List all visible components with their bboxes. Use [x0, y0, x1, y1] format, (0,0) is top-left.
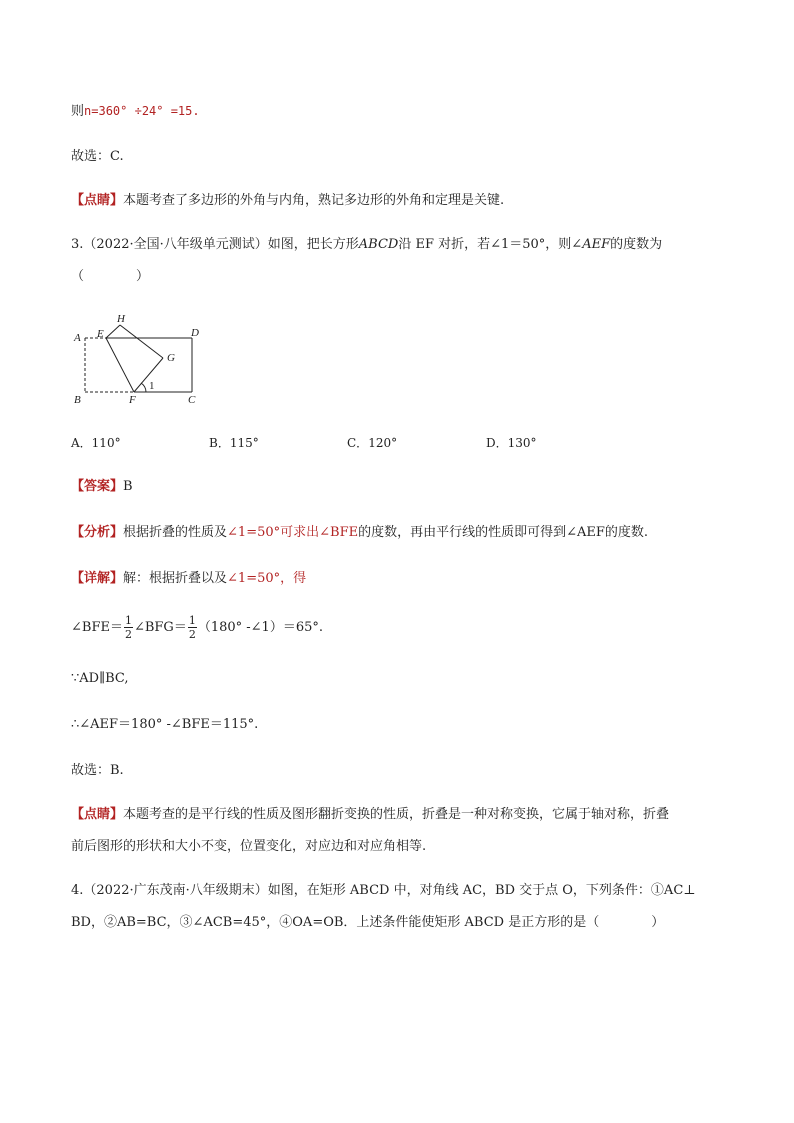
q3-stem-blank	[71, 268, 149, 286]
fig-line-eh	[106, 325, 120, 338]
q3-analysis-e: 的度数.	[604, 525, 649, 540]
q3-option-c	[347, 434, 397, 451]
q3-choice-text: 故选：B.	[71, 763, 124, 778]
fig-label-e: E	[97, 328, 104, 340]
q3-option-a-letter: A．	[71, 436, 92, 450]
q2-comment-tag: 【点睛】	[71, 193, 124, 208]
q3-option-d	[486, 434, 537, 451]
q3-option-a	[71, 434, 121, 451]
q3-therefore-text: ∴∠AEF＝180° -∠BFE＝115°.	[71, 717, 259, 732]
fig-label-h: H	[117, 313, 125, 325]
q3-frac-1-den: 2	[124, 628, 132, 641]
q3-comment-line1	[71, 806, 669, 824]
q3-because	[71, 670, 129, 688]
q3-option-d-letter: D．	[486, 436, 508, 450]
q3-stem-lead: 3.（2022·全国·八年级单元测试）如图，把长方形	[71, 237, 359, 252]
q3-eq1-a: ∠BFE＝	[71, 620, 123, 635]
q3-choice	[71, 762, 124, 780]
q3-option-b-letter: B．	[209, 436, 230, 450]
q3-eq1-frac-1	[124, 614, 133, 641]
q3-eq1-b: ∠BFG＝	[133, 620, 187, 635]
q3-comment-line1-text: 本题考查的是平行线的性质及图形翻折变换的性质，折叠是一种对称变换，它属于轴对称，折叠	[123, 807, 670, 822]
fig-label-g: G	[167, 352, 175, 364]
q3-stem-mid: 沿 EF 对折，若∠1＝50°，则∠	[398, 237, 583, 252]
fig-label-f: F	[129, 394, 136, 406]
q3-analysis	[71, 524, 648, 542]
q3-comment-tag: 【点睛】	[71, 807, 124, 822]
q3-comment-line2	[71, 838, 426, 856]
q3-option-b	[209, 434, 259, 451]
q3-analysis-a: 根据折叠的性质及	[123, 525, 228, 540]
fig-line-hg	[120, 325, 163, 358]
q2-choice-text: 故选：C.	[71, 149, 124, 164]
q3-equation-1	[71, 613, 323, 643]
q4-stem-line1	[71, 882, 696, 900]
q3-eq1-frac-2	[188, 614, 197, 641]
q3-detail-tag: 【详解】	[71, 571, 124, 586]
q3-option-c-value: 120°	[368, 436, 398, 450]
q2-comment	[71, 192, 504, 210]
fig-label-b: B	[74, 394, 81, 406]
q3-answer	[71, 478, 133, 496]
fig-angle-1-arc	[141, 383, 146, 392]
fig-label-1: 1	[149, 380, 155, 392]
q3-stem-tail: 的度数为	[610, 237, 663, 252]
q2-choice	[71, 148, 124, 166]
q4-line1-text: 4.（2022·广东茂南·八年级期末）如图，在矩形 ABCD 中，对角线 AC，BD 交于点 O，下列条件：①AC⊥	[71, 883, 696, 898]
q2-comment-text: 本题考查了多边形的外角与内角，熟记多边形的外角和定理是关键.	[123, 193, 505, 208]
q3-option-c-letter: C．	[347, 436, 369, 450]
fig-label-a: A	[74, 332, 81, 344]
q3-answer-tag: 【答案】	[71, 479, 124, 494]
q3-detail-b: ∠1=50°，得	[227, 571, 307, 586]
q3-blank-text: （ ）	[71, 269, 150, 284]
q3-option-a-value: 110°	[91, 436, 121, 450]
q3-answer-value: B	[123, 479, 133, 494]
q2-calc-expr: n=360° ÷24° =15.	[84, 104, 200, 118]
q3-frac-2-num: 1	[188, 614, 196, 627]
q3-option-b-value: 115°	[229, 436, 259, 450]
q3-frac-2-den: 2	[188, 628, 196, 641]
q3-stem-line1	[71, 236, 662, 254]
q3-analysis-b: ∠1=50°可求出∠BFE	[227, 525, 359, 540]
q3-stem-abcd: ABCD	[358, 237, 399, 252]
q3-eq1-c: （180° -∠1）＝65°.	[197, 620, 324, 635]
q3-detail	[71, 570, 306, 588]
q3-comment-line2-text: 前后图形的形状和大小不变，位置变化，对应边和对应角相等.	[71, 839, 427, 854]
q3-analysis-d: ∠AEF	[566, 525, 605, 540]
q3-option-d-value: 130°	[507, 436, 537, 450]
q3-therefore	[71, 716, 258, 734]
fig-label-d: D	[191, 327, 199, 339]
q2-calc-line	[71, 102, 200, 121]
q4-stem-line2	[71, 914, 664, 932]
fig-line-ef	[106, 338, 134, 392]
q3-figure	[70, 308, 210, 408]
q3-frac-1-num: 1	[124, 614, 132, 627]
q2-calc-prefix: 则	[71, 104, 85, 119]
q3-detail-a: 解：根据折叠以及	[123, 571, 228, 586]
q3-analysis-c: 的度数，再由平行线的性质即可得到	[358, 525, 567, 540]
q3-because-text: ∵AD∥BC,	[71, 671, 129, 686]
q4-line2-text: BD，②AB=BC，③∠ACB=45°，④OA=OB．上述条件能使矩形 ABCD 是正方形的是（ ）	[71, 915, 665, 930]
q3-analysis-tag: 【分析】	[71, 525, 124, 540]
fig-label-c: C	[188, 394, 196, 406]
q3-stem-aef: AEF	[582, 237, 611, 252]
